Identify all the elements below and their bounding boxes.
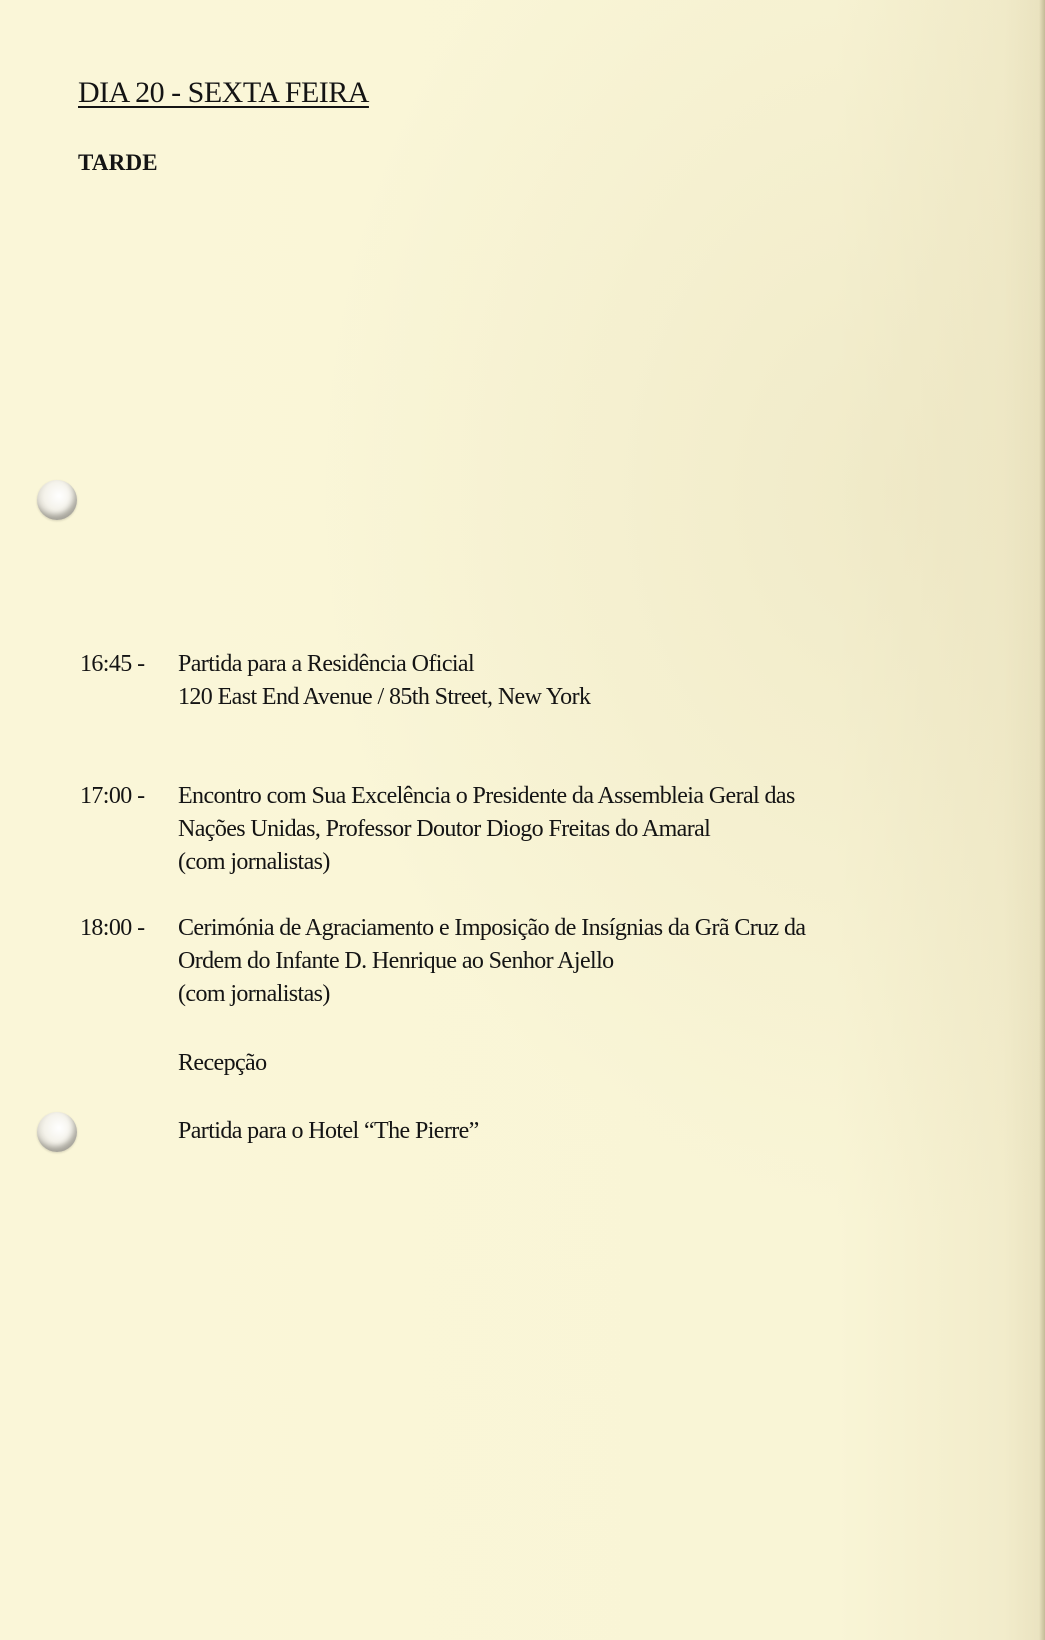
- entry-line: Encontro com Sua Excelência o Presidente da Assembleia Geral das: [178, 783, 795, 809]
- page-title: [78, 76, 369, 110]
- entry-time: 17:00 -: [80, 783, 145, 809]
- entry-text: [178, 1047, 978, 1080]
- entry-line: Nações Unidas, Professor Doutor Diogo Freitas do Amaral: [178, 816, 711, 842]
- entry-text: [178, 1115, 978, 1148]
- section-heading: TARDE: [78, 150, 158, 175]
- entry-line: Cerimónia de Agraciamento e Imposição de Insígnias da Grã Cruz da: [178, 915, 806, 941]
- entry-time: 16:45 -: [80, 651, 145, 677]
- entry-time: 18:00 -: [80, 915, 145, 941]
- entry-line: Partida para a Residência Oficial: [178, 651, 475, 677]
- entry-line: (com jornalistas): [178, 849, 330, 875]
- page-title-text: DIA 20 - SEXTA FEIRA: [78, 76, 369, 109]
- entry-line: (com jornalistas): [178, 981, 330, 1007]
- entry-text: [178, 780, 978, 879]
- binder-hole-bottom: [37, 1112, 77, 1152]
- entry-line: 120 East End Avenue / 85th Street, New York: [178, 684, 591, 710]
- page-edge-shadow: [1039, 0, 1045, 1640]
- entry-line: Partida para o Hotel “The Pierre”: [178, 1118, 479, 1144]
- binder-hole-top: [37, 480, 77, 520]
- entry-text: [178, 648, 978, 714]
- entry-line: Recepção: [178, 1050, 267, 1076]
- entry-text: [178, 912, 978, 1011]
- entry-line: Ordem do Infante D. Henrique ao Senhor Ajello: [178, 948, 614, 974]
